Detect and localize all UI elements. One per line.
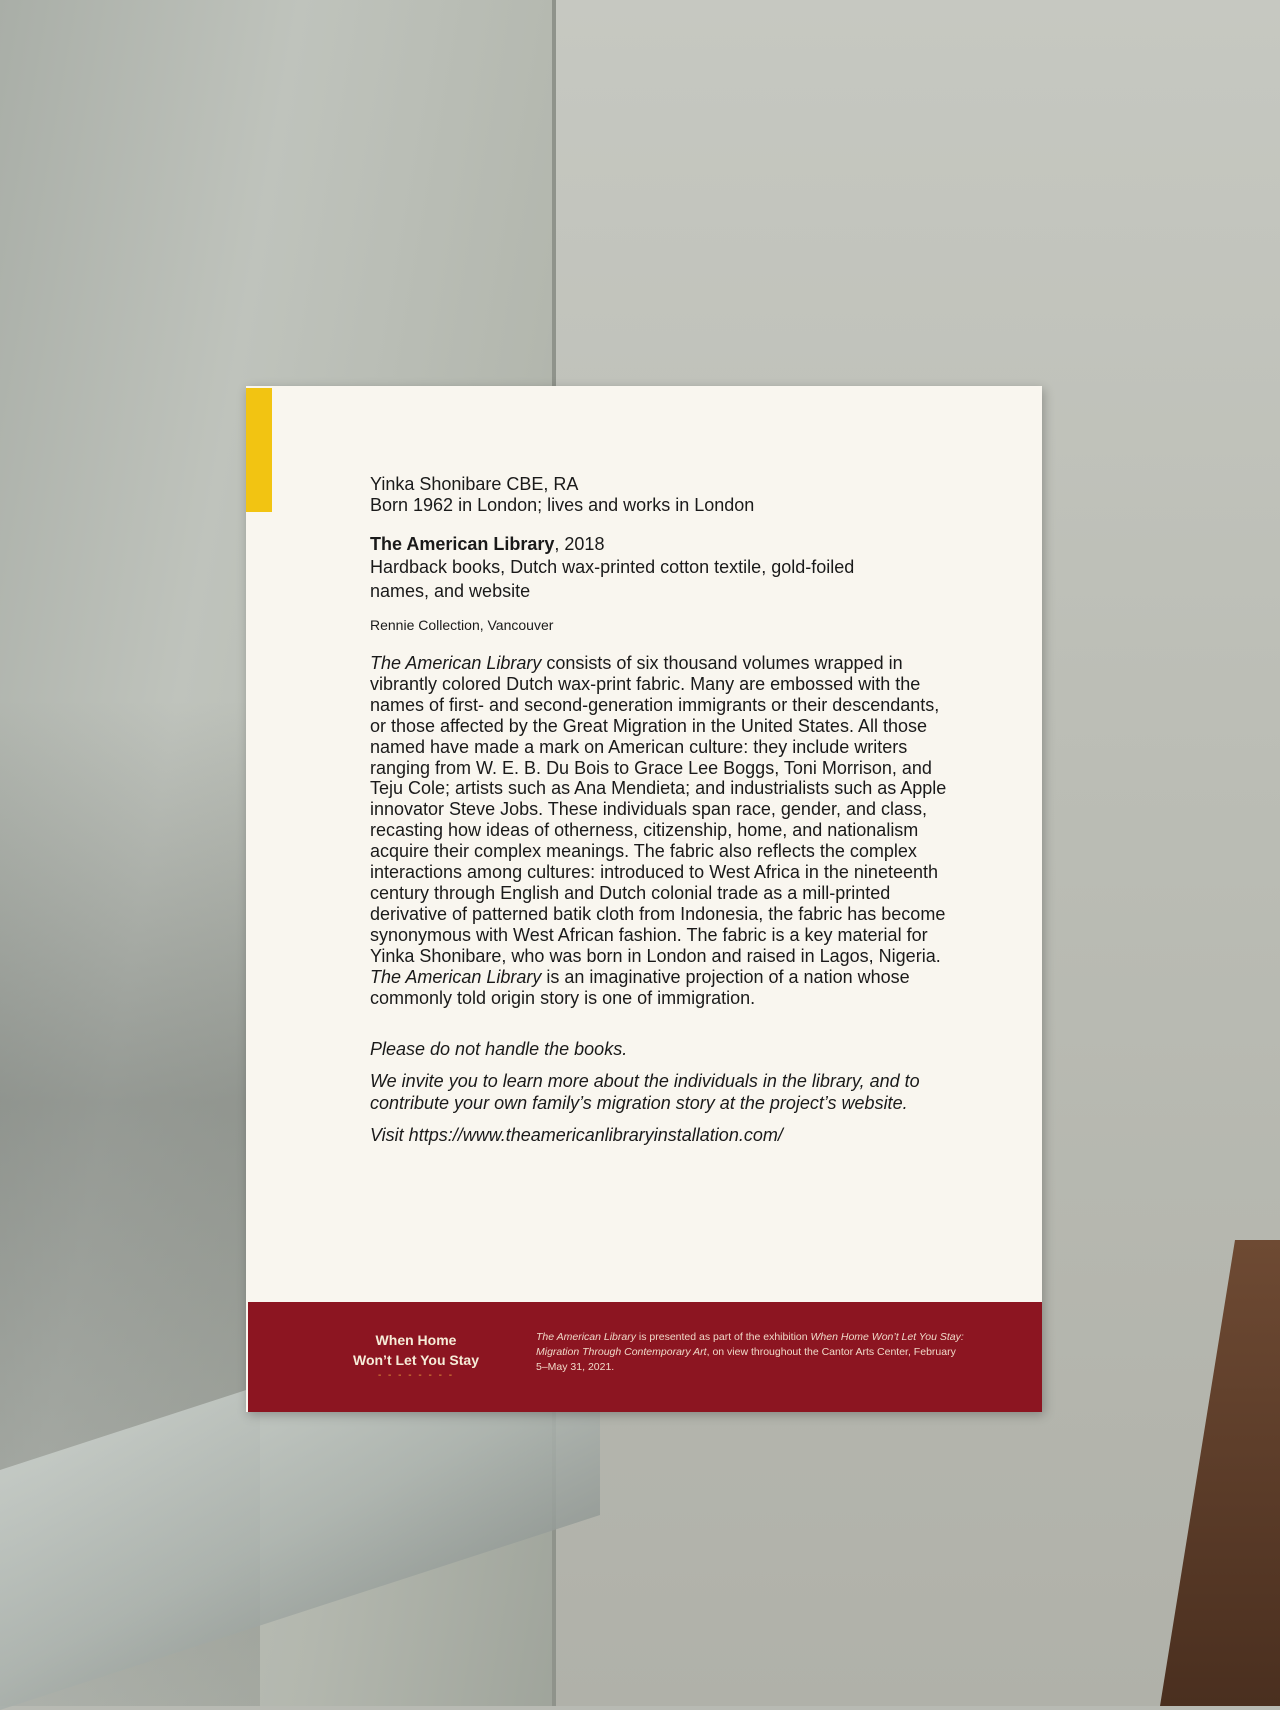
description-part-2: is an imaginative projection of a nation whose commonly told origin story is one of immigration.: [370, 966, 910, 1008]
exhibition-logo: [348, 1330, 484, 1382]
description-title-ref: The American Library: [370, 653, 542, 673]
artwork-description: [370, 653, 950, 1008]
exhibition-footer-band: [248, 1302, 1042, 1412]
medium-line-2: names, and website: [370, 581, 531, 601]
logo-line-2: Won’t Let You Stay: [352, 1352, 479, 1368]
footer-artwork-title: The American Library: [536, 1331, 636, 1343]
footer-text-part-2: , on view throughout the Cantor Arts Center, February 5–May 31, 2021.: [536, 1346, 956, 1373]
artwork-title-line: [370, 534, 950, 555]
artwork-title: The American Library: [370, 534, 555, 554]
exhibition-placard: [246, 386, 1042, 1412]
yellow-accent-bar: [246, 388, 272, 512]
footer-exhibition-title: When Home Won’t Let You Stay: Migration Through Contemporary Art: [536, 1331, 964, 1358]
medium-line-1: Hardback books, Dutch wax-printed cotton textile, gold-foiled: [370, 557, 855, 577]
collection-credit: Rennie Collection, Vancouver: [370, 617, 554, 633]
placard-text-block: [370, 474, 950, 1146]
website-note: Visit https://www.theamericanlibraryinstallation.com/: [370, 1124, 783, 1145]
footer-text-part-1: is presented as part of the exhibition: [635, 1331, 811, 1343]
do-not-handle-note: Please do not handle the books.: [370, 1039, 628, 1060]
artist-name: Yinka Shonibare CBE, RA: [370, 474, 579, 494]
artist-bio: Born 1962 in London; lives and works in London: [370, 495, 755, 515]
description-title-ref-2: The American Library: [370, 966, 542, 987]
logo-line-1: When Home: [375, 1332, 457, 1348]
artwork-medium: [370, 555, 950, 603]
invitation-note: We invite you to learn more about the individuals in the library, and to contribute your own family’s migration story at the project’s website.: [370, 1070, 920, 1114]
logo-dashes: - - - - - - - -: [377, 1370, 455, 1381]
artwork-year: , 2018: [554, 534, 605, 554]
description-part-1: consists of six thousand volumes wrapped in vibrantly colored Dutch wax-print fabric. Many are embossed with the names of first- and second-generation immigrants or their descendants, or those affected by the Great Migration in the United States. All those named have made a mark on American culture: they include writers ranging from W. E. B. Du Bois to Grace Lee Boggs, Toni Morrison, and Teju Cole; artists such as Ana Mendieta; and industrialists such as Apple innovator Steve Jobs. These individuals span race, gender, and class, recasting how ideas of otherness, citizenship, home, and nationalism acquire their complex meanings. The fabric also reflects the complex interactions among cultures: introduced to West Africa in the nineteenth century through English and Dutch colonial trade as a mill-printed derivative of patterned batik cloth from Indonesia, the fabric has become synonymous with West African fashion. The fabric is a key material for Yinka Shonibare, who was born in London and raised in Lagos, Nigeria.: [370, 653, 947, 966]
exhibition-credit-text: [536, 1330, 966, 1375]
